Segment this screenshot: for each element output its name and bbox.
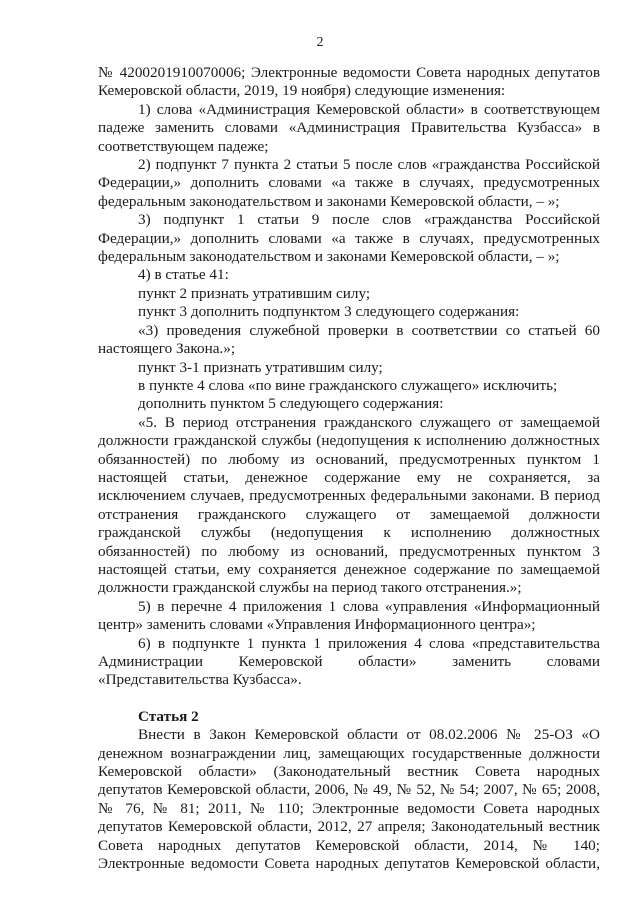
paragraph-item-4-point-3-1: пункт 3-1 признать утратившим силу;	[138, 358, 383, 376]
paragraph-article-2-intro: Внести в Закон Кемеровской области от 08.02.2006 № 25-ОЗ «О денежном вознаграждении лиц, замещающих государственные должности Кемеровской области» (Законодательный вестник Совета народных депутатов Кемеровской области, 2006, № 49, № 52, № 54; 2007, № 65; 2008, № 76, № 81; 2011, № 110; Электронные ведомости Совета народных депутатов Кемеровской области, 2012, 27 апреля; Законодательный вестник Совета народных депутатов Кемеровской области, 2014, № 140; Электронные ведомости Совета народных депутатов Кемеровской области,	[98, 726, 600, 873]
article-heading: Статья 2	[138, 707, 199, 725]
paragraph-item-2: 2) подпункт 7 пункта 2 статьи 5 после слов «гражданства Российской Федерации,» дополнить словами «а также в случаях, предусмотренных федеральным законодательством и законами Кемеровской области, – »;	[98, 156, 600, 210]
paragraph-item-4-subpoint-3: «3) проведения служебной проверки в соответствии со статьей 60 настоящего Закона.»;	[98, 321, 600, 358]
paragraph-item-3: 3) подпункт 1 статьи 9 после слов «гражданства Российской Федерации,» дополнить словами «а также в случаях, предусмотренных федеральным законодательством и законами Кемеровской области, – »;	[98, 211, 600, 266]
paragraph-item-4-point-2: пункт 2 признать утратившим силу;	[138, 284, 371, 302]
paragraph-continuation: № 4200201910070006; Электронные ведомости Совета народных депутатов Кемеровской области, 2019, 19 ноября) следующие изменения:	[98, 64, 600, 100]
section-spacer	[98, 690, 600, 708]
document-body	[98, 64, 600, 873]
paragraph-item-4-point-3: пункт 3 дополнить подпунктом 3 следующего содержания:	[138, 303, 520, 321]
paragraph-item-5: 5) в перечне 4 приложения 1 слова «управления «Информационный центр» заменить словами «Управления Информационного центра»;	[98, 597, 600, 634]
paragraph-item-4-point-4: в пункте 4 слова «по вине гражданского служащего» исключить;	[138, 376, 558, 394]
paragraph-item-4: 4) в статье 41:	[138, 266, 229, 284]
paragraph-item-4-add-point-5: дополнить пунктом 5 следующего содержания:	[138, 395, 444, 413]
paragraph-item-6: 6) в подпункте 1 пункта 1 приложения 4 слова «представительства Администрации Кемеровской области» заменить словами «Представительства Кузбасса».	[98, 634, 600, 689]
page-number: 2	[316, 35, 324, 50]
paragraph-item-1: 1) слова «Администрация Кемеровской области» в соответствующем падеже заменить словами «Администрация Правительства Кузбасса» в соответствующем падеже;	[98, 100, 600, 155]
paragraph-item-4-point-5-text: «5. В период отстранения гражданского служащего от замещаемой должности гражданской службы (недопущения к исполнению должностных обязанностей) по любому из оснований, предусмотренных пунктом 1 настоящей статьи, денежное содержание ему не сохраняется, за исключением случаев, предусмотренных федеральными законами. В период отстранения гражданского служащего от замещаемой должности гражданской службы (недопущения к исполнению должностных обязанностей) по любому из оснований, предусмотренных пунктом 3 настоящей статьи, ему сохраняется денежное содержание по замещаемой должности гражданской службы на период такого отстранения.»;	[98, 413, 600, 597]
